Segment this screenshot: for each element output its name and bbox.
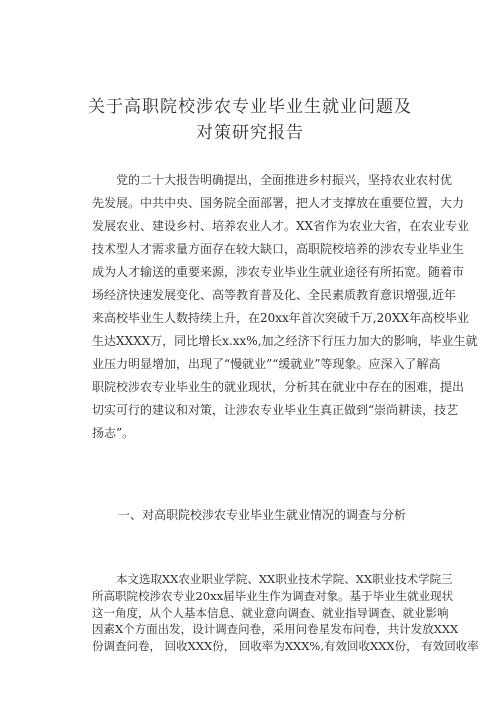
section-heading: 一、对高职院校涉农专业毕业生就业情况的调查与分析: [118, 508, 407, 522]
paragraph-line: 这一角度，从个人基本信息、就业意向调查、就业指导调查、就业影响: [92, 605, 449, 620]
survey-paragraph: [92, 571, 479, 655]
paragraph-line: 发展农业、建设乡村、培养农业人才。XX省作为农业大省，在农业专业: [92, 219, 470, 233]
document-title-line-1: 关于高职院校涉农专业毕业生就业问题及: [88, 97, 412, 117]
paragraph-line: 职院校涉农专业毕业生的就业现状，分析其在就业中存在的困难，提出: [92, 380, 465, 394]
paragraph-line: 党的二十大报告明确提出，全面推进乡村振兴，坚持农业农村优: [116, 173, 453, 187]
paragraph-line: 来高校毕业生人数持续上升，在20xx年首次突破千万,20XX年高校毕业: [92, 311, 469, 325]
paragraph-line: 技术型人才需求量方面存在较大缺口，高职院校培养的涉农专业毕业生: [92, 242, 465, 256]
paragraph-line: 业压力明显增加，出现了“慢就业”“缓就业”等现象。应深入了解高: [92, 357, 441, 371]
paragraph-line: 扬志”。: [92, 426, 135, 440]
paragraph-line: 因素X个方面出发，设计调查问卷，采用问卷星发布问卷，共计发放XXX: [92, 622, 459, 637]
paragraph-line: 场经济快速发展变化、高等教育普及化、全民素质教育意识增强,近年: [92, 288, 456, 302]
paragraph-line: 成为人才输送的重要来源，涉农专业毕业生就业途径有所拓宽。随着市: [92, 265, 465, 279]
paragraph-line: 所高职院校涉农专业20xx届毕业生作为调查对象。基于毕业生就业现状: [92, 588, 454, 603]
paragraph-line: 切实可行的建议和对策，让涉农专业毕业生真正做到“崇尚耕读，技艺: [92, 403, 459, 417]
paragraph-line: 本文选取XX农业职业学院、XX职业技术学院、XX职业技术学院三: [116, 572, 453, 586]
paragraph-line: 先发展。中共中央、国务院全面部署，把人才支撑放在重要位置，大力: [92, 196, 465, 210]
paragraph-line: 生达XXXX万，同比增长x.xx%,加之经济下行压力加大的影响，毕业生就: [92, 334, 478, 348]
intro-paragraph: [92, 169, 478, 445]
document-title-line-2: 对策研究报告: [196, 123, 304, 143]
paragraph-line: 份调查问卷， 回收XXX份， 回收率为XXX%,有效回收XXX份， 有效回收率: [92, 639, 479, 654]
